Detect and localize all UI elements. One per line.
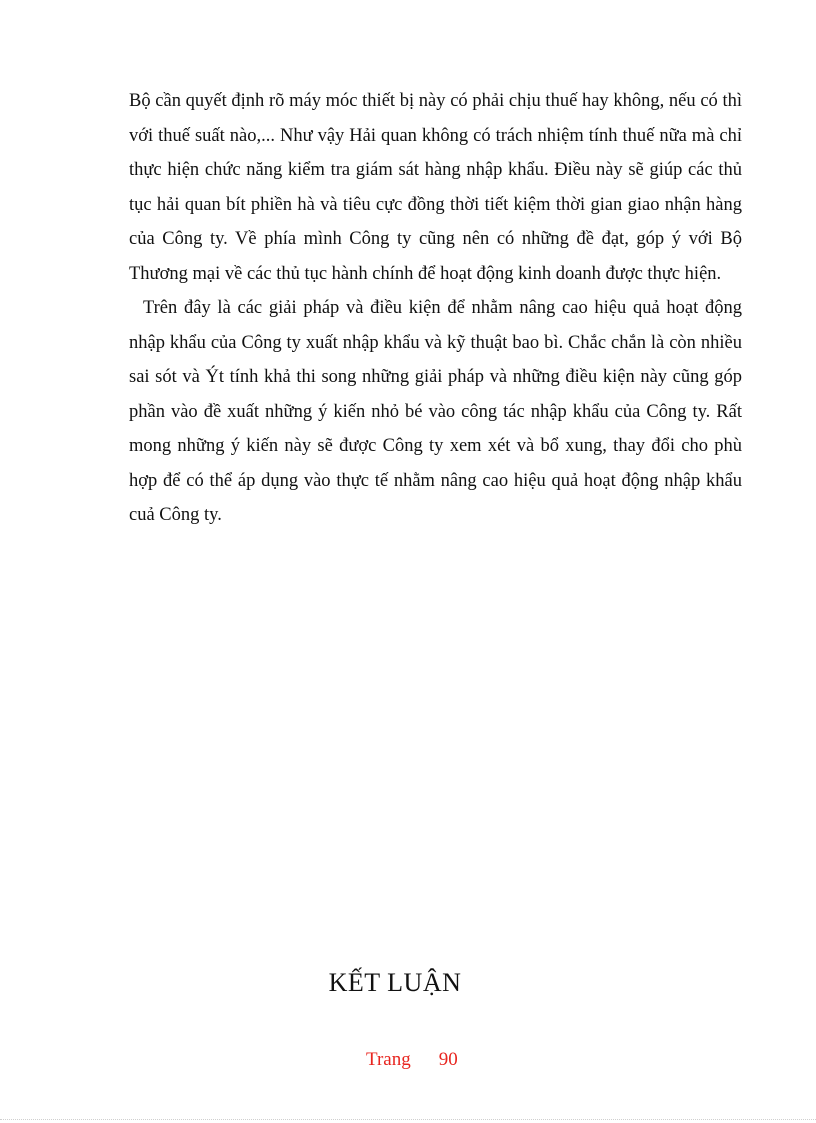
paragraph-continuation: Bộ cần quyết định rõ máy móc thiết bị này có phải chịu thuế hay không, nếu có thì với thuế suất nào,... Như vậy Hải quan không có trách nhiệm tính thuế nữa mà chỉ thực hiện chức năng kiểm tra giám sát hàng nhập khẩu. Điều này sẽ giúp các thủ tục hải quan bít phiền hà và tiêu cực đồng thời tiết kiệm thời gian giao nhận hàng của Công ty. Về phía mình Công ty cũng nên có những đề đạt, góp ý với Bộ Thương mại về các thủ tục hành chính để hoạt động kinh doanh được thực hiện. (129, 91, 742, 284)
body-text (129, 84, 742, 533)
page-label: Trang (366, 1049, 411, 1070)
section-heading: KẾT LUẬN (328, 968, 462, 997)
paragraph-summary: Trên đây là các giải pháp và điều kiện để nhằm nâng cao hiệu quả hoạt động nhập khẩu của Công ty xuất nhập khẩu và kỹ thuật bao bì. Chắc chắn là còn nhiều sai sót và Ýt tính khả thi song những giải pháp và những điều kiện này cũng góp phần vào đề xuất những ý kiến nhỏ bé vào công tác nhập khẩu của Công ty. Rất mong những ý kiến này sẽ được Công ty xem xét và bổ xung, thay đổi cho phù hợp để có thể áp dụng vào thực tế nhằm nâng cao hiệu quả hoạt động nhập khẩu cuả Công ty. (129, 298, 742, 525)
page-number: 90 (438, 1049, 458, 1070)
page-footer (366, 1049, 458, 1071)
bottom-divider (0, 1119, 816, 1120)
